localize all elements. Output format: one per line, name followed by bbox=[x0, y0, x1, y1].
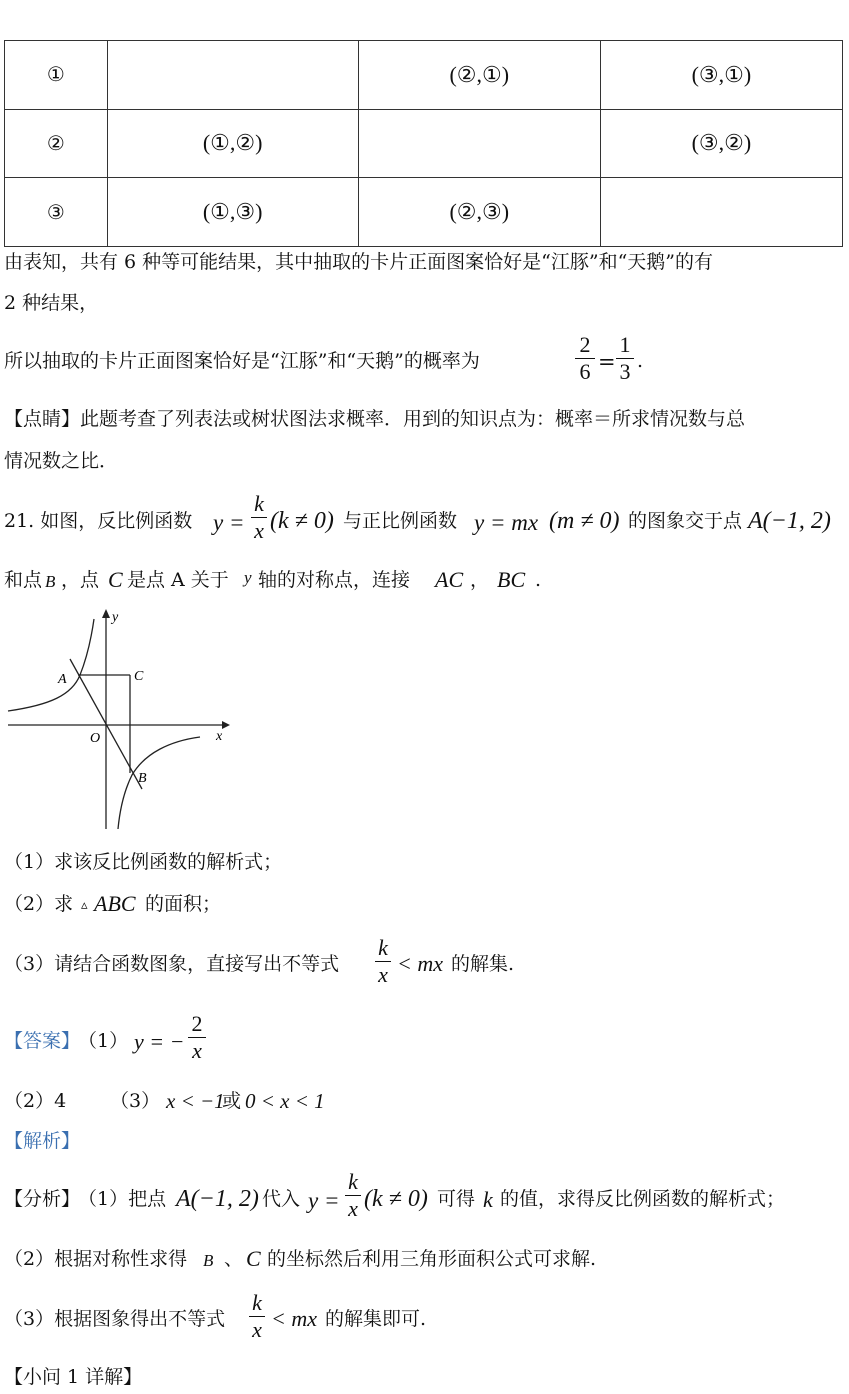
table-row bbox=[5, 41, 843, 110]
numerator: k bbox=[252, 1290, 262, 1315]
paragraph-line: 由表知，共有 6 种等可能结果，其中抽取的卡片正面图案恰好是“江豚”和“天鹅”的有 bbox=[4, 251, 714, 273]
fenxi-2-a: （2）根据对称性求得 bbox=[4, 1248, 188, 1270]
period: . bbox=[637, 350, 644, 372]
subquestion-2-abc: ABC bbox=[94, 891, 136, 916]
answer-1-y: y = − bbox=[134, 1029, 185, 1054]
fenxi-1-k: k bbox=[483, 1187, 493, 1212]
q21-tail: 的图象交于点 bbox=[628, 510, 743, 532]
detail-heading: 【小问 1 详解】 bbox=[4, 1366, 143, 1388]
fenxi-1-fraction bbox=[345, 1170, 361, 1221]
denominator: x bbox=[378, 962, 388, 987]
q21-comma: ， bbox=[470, 569, 490, 591]
denominator: x bbox=[348, 1196, 358, 1221]
analysis-label: 【解析】 bbox=[4, 1130, 81, 1152]
q21-line2-b: ，点 bbox=[61, 569, 100, 591]
row-header: ① bbox=[5, 41, 108, 110]
fenxi-1-point-a: A(−1, 2) bbox=[176, 1186, 259, 1212]
equals-sign: = bbox=[598, 350, 616, 374]
denominator: x bbox=[254, 518, 264, 543]
fenxi-1-cond: (k ≠ 0) bbox=[364, 1186, 428, 1212]
q21-line2-a: 和点 bbox=[4, 569, 43, 591]
answer-3-math1: x < −1 bbox=[166, 1089, 225, 1113]
q21-ac: AC bbox=[435, 567, 464, 592]
key-point-line: 【点睛】此题考查了列表法或树状图法求概率．用到的知识点为：概率＝所求情况数与总 bbox=[4, 408, 746, 430]
q21-line2-c: 是点 A 关于 bbox=[127, 569, 229, 591]
label-c: C bbox=[134, 669, 144, 684]
fenxi-label: 【分析】 bbox=[4, 1188, 81, 1210]
key-point-line: 情况数之比． bbox=[4, 450, 119, 472]
numerator: 2 bbox=[579, 332, 591, 357]
table-cell bbox=[358, 109, 600, 178]
denominator: 3 bbox=[619, 359, 631, 384]
fraction-1-3 bbox=[616, 333, 634, 384]
table-cell: (①,②) bbox=[107, 109, 358, 178]
answer-label: 【答案】 bbox=[4, 1030, 81, 1052]
subquestion-1: （1）求该反比例函数的解析式； bbox=[4, 851, 283, 873]
fenxi-1-a: （1）把点 bbox=[78, 1188, 167, 1210]
table-cell: (②,③) bbox=[358, 178, 600, 247]
fenxi-2-b: 的坐标然后利用三角形面积公式可求解. bbox=[267, 1248, 597, 1270]
fenxi-3-a: （3）根据图象得出不等式 bbox=[4, 1308, 226, 1330]
fenxi-1-d: 的值，求得反比例函数的解析式； bbox=[500, 1188, 786, 1210]
y-axis-arrow-icon bbox=[102, 609, 110, 618]
label-y: y bbox=[112, 610, 119, 625]
label-b: B bbox=[138, 771, 147, 786]
table-cell: (②,①) bbox=[358, 41, 600, 110]
answer-2: （2）4 bbox=[4, 1090, 67, 1112]
q21-y-mx: y = mx bbox=[474, 510, 539, 535]
q21-cond-m: (m ≠ 0) bbox=[549, 508, 620, 534]
denominator: 6 bbox=[579, 359, 591, 384]
table-row bbox=[5, 178, 843, 247]
outcome-table bbox=[4, 40, 843, 247]
q21-y-axis: y bbox=[244, 568, 252, 587]
numerator: 2 bbox=[191, 1011, 203, 1036]
numerator: k bbox=[254, 491, 264, 516]
q21-mid: 与正比例函数 bbox=[343, 510, 458, 532]
table-cell: (①,③) bbox=[107, 178, 358, 247]
fenxi-1-y: y = bbox=[308, 1188, 340, 1213]
x-axis-arrow-icon bbox=[222, 721, 230, 729]
fenxi-2-c-point: C bbox=[246, 1246, 261, 1271]
q21-y-eq: y = bbox=[213, 510, 245, 535]
denominator: x bbox=[192, 1038, 202, 1063]
q21-point-c: C bbox=[108, 567, 123, 592]
row-header: ③ bbox=[5, 178, 108, 247]
subquestion-3-fraction bbox=[375, 936, 391, 987]
q21-point-b: B bbox=[45, 572, 56, 591]
answer-3-or: 或 bbox=[222, 1090, 242, 1112]
table-cell bbox=[107, 41, 358, 110]
hyperbola-branch-upper bbox=[8, 619, 94, 711]
subquestion-2-b: 的面积； bbox=[145, 893, 222, 915]
table-cell: (③,①) bbox=[600, 41, 842, 110]
table-cell: (③,②) bbox=[600, 109, 842, 178]
q21-fraction-k-x bbox=[251, 492, 267, 543]
probability-line: 所以抽取的卡片正面图案恰好是“江豚”和“天鹅”的概率为 bbox=[4, 350, 480, 372]
numerator: k bbox=[378, 935, 388, 960]
fenxi-3-fraction bbox=[249, 1291, 265, 1342]
numerator: k bbox=[348, 1169, 358, 1194]
answer-3-label: （3） bbox=[110, 1090, 161, 1112]
fraction-2-6 bbox=[575, 333, 595, 384]
fenxi-1-b: 代入 bbox=[262, 1188, 301, 1210]
q21-bc: BC bbox=[497, 567, 526, 592]
subquestion-3-ineq: < mx bbox=[397, 951, 443, 976]
answer-1-label: （1） bbox=[78, 1030, 129, 1052]
paragraph-line: 2 种结果， bbox=[4, 292, 99, 314]
q21-lead: 21. 如图，反比例函数 bbox=[4, 510, 193, 532]
q21-point-a: A(−1, 2) bbox=[748, 508, 831, 534]
subquestion-3-b: 的解集. bbox=[451, 953, 515, 975]
numerator: 1 bbox=[619, 332, 631, 357]
fenxi-2-b-point: B bbox=[203, 1251, 214, 1270]
table-row bbox=[5, 109, 843, 178]
function-graph bbox=[0, 603, 240, 835]
row-header: ② bbox=[5, 109, 108, 178]
label-x: x bbox=[216, 729, 223, 744]
q21-cond-k: (k ≠ 0) bbox=[270, 508, 334, 534]
triangle-symbol: ▵ bbox=[81, 898, 88, 913]
subquestion-2-a: （2）求 bbox=[4, 893, 74, 915]
fenxi-2-sep: 、 bbox=[224, 1248, 244, 1270]
subquestion-3-a: （3）请结合函数图象，直接写出不等式 bbox=[4, 953, 340, 975]
label-o: O bbox=[90, 731, 101, 746]
answer-3-math2: 0 < x < 1 bbox=[245, 1089, 325, 1113]
fenxi-1-c: 可得 bbox=[437, 1188, 476, 1210]
answer-1-fraction bbox=[188, 1012, 206, 1063]
fenxi-3-b: 的解集即可. bbox=[325, 1308, 427, 1330]
label-a: A bbox=[58, 672, 67, 687]
q21-line2-d: 轴的对称点，连接 bbox=[258, 569, 411, 591]
q21-dot: . bbox=[535, 569, 542, 591]
table-cell bbox=[600, 178, 842, 247]
denominator: x bbox=[252, 1317, 262, 1342]
fenxi-3-ineq: < mx bbox=[271, 1306, 317, 1331]
